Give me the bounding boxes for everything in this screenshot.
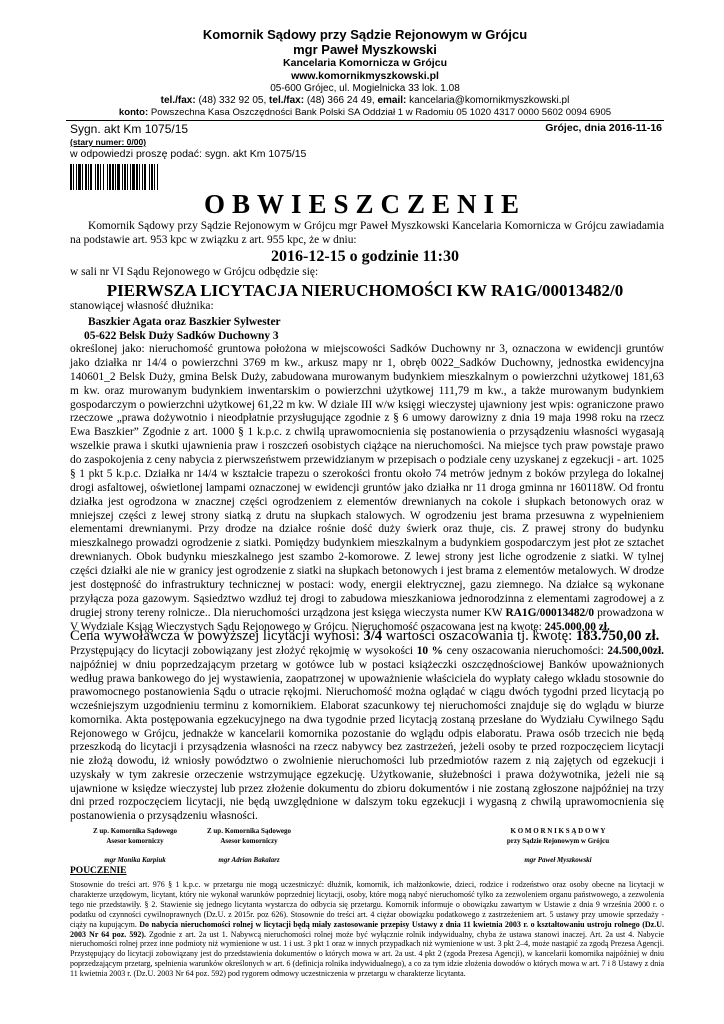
instruction-text [70, 880, 664, 979]
tel-label: tel./fax: [160, 95, 196, 106]
instruction-text-a: Stosownie do treści art. 976 § 1 k.p.c. w przetargu nie mogą uczestniczyć: dłużnik, komornik, ich małżonkowie, dzieci, rodzice i rodzeństwo oraz osoby obecne na licytacji w charakterze urzędowym, licytant, który nie wykonał warunków poprzedniej licytacji, osoby, które mogą nabyć nieruchomość tylko za zezwoleniem organu państwowego, a zezwolenia tego nie przedstawiły. § 2. Stawienie się jednego licytanta wystarcza do odbycia się przetargu. Komornik informuje o obowiązku zawartym w Ustawie z dnia 9 września 2000 r. o podatku od czynności cywilnoprawnych (Dz.U. z 2015r. poz 626). Stosownie do treści art. 4 ciężar obowiązku podatkowego z zastrzeżeniem art. 5 ustawy przy umowie sprzedaży - ciąży na kupującym. [70, 880, 664, 929]
signature-right-name: mgr Paweł Myszkowski [524, 856, 592, 864]
barcode-bar [139, 164, 140, 190]
account-value: Powszechna Kasa Oszczędności Bank Polski SA Oddział 1 w Radomiu 05 1020 4317 0000 5602 0094 6905 [150, 107, 612, 118]
owner-label: stanowiącej własność dłużnika: [70, 300, 214, 312]
intro-paragraph: Komornik Sądowy przy Sądzie Rejonowym w Grójcu mgr Paweł Myszkowski Kancelaria Komornicza w Grójcu zawiadamia na podstawie art. 953 kpc w związku z art. 955 kpc, że w dniu: [70, 220, 664, 246]
signature-right-role: przy Sądzie Rejonowym w Grójcu [506, 837, 610, 845]
price-text-a: Cena wywoławcza w powyższej licytacji wynosi: [70, 628, 360, 644]
barcode-bar [90, 164, 92, 190]
barcode-image [70, 164, 200, 190]
instruction-text-b: Zgodnie z art. 2a ust 1. Nabywcą nieruchomości rolnej może być wyłącznie rolnik indywidualny, chyba że ustawa stanowi inaczej. Art. 2a ust 4. Nabycie nieruchomości rolnej przez inne podmioty niż wymienione w ust. 1 i ust. 3 pkt 1 oraz w innych przypadkach niż wymienione w ust. 3 pkt 2–4, może nastąpić za zgodą Prezesa Agencji. Przystępujący do licytacji zobowiązany jest do przedstawienia dokumentów o których mowa w art. 2a ust. 4 pkt 2 (zgoda Prezesa Agencji), w kancelarii komornika najpóźniej w dniu poprzedzającym przetarg, spełnienia warunków określonych w art. 6 (definicja rolnika indywidualnego), a co za tym idzie złożenia dowodów o których mowa w art. 7 i 8 Ustawy z dnia 11 kwietnia 2003 r. (Dz.U. 2003 Nr 64 poz. 592) pod rygorem odmowy uczestniczenia w przetargu w charakterze licytanta. [70, 929, 664, 979]
barcode-bar [124, 164, 126, 190]
venue-line: w sali nr VI Sądu Rejonowego w Grójcu odbędzie się: [70, 266, 319, 278]
document-title: OBWIESZCZENIE [203, 189, 527, 219]
barcode-bar [82, 164, 83, 190]
debtor-names: Baszkier Agata oraz Baszkier Sylwester [88, 316, 281, 328]
cond-text-b: ceny oszacowania nieruchomości: [446, 645, 604, 657]
barcode-bar [154, 164, 155, 190]
barcode-bar [76, 164, 77, 190]
auction-title: PIERWSZA LICYTACJA NIERUCHOMOŚCI KW RA1G/00013482/0 [106, 281, 624, 300]
signature-left-role: Asesor komorniczy [106, 837, 164, 845]
barcode-bar [157, 164, 158, 190]
barcode-bar [151, 164, 153, 190]
barcode-bar [107, 164, 108, 190]
description-court: prowadzona w V Wydziale Ksiąg Wieczystych Sądu Rejonowego w Grójcu. Nieruchomość oszacowana jest na kwotę: [70, 606, 664, 633]
description-text: określonej jako: nieruchomość gruntowa położona w miejscowości Sadków Duchowny nr 3, oznaczona w ewidencji gruntów jako działka nr 14/4 o powierzchni 3769 m kw., arkusz mapy nr 1, obręb 0022_Sadków Duchowny, jednostka ewidencyjna 140601_2 Belsk Duży, gmina Belsk Duży, zabudowana murowanym budynkiem mieszkalnym o powierzchni użytkowej 181,63 m kw. oraz murowanym budynkiem inwentarskim o powierzchni użytkowej 111,79 m kw., a także murowanym budynkiem gospodarczym o powierzchni użytkowej 61,22 m kw. W dziale III w/w księgi wieczystej ujawniony jest wpis: ograniczone prawo rzeczowe „prawa dożywotnio i nieodpłatnie przysługujące zgodnie z § 6 umowy darowizny z dnia 19 maja 1998 roku na rzecz Ewa Baszkier” Zgodnie z art. 1000 § 1 k.p.c. z chwilą uprawomocnienia się postanowienia o przysądzeniu własności wygasają wszelkie prawa i skutki ujawnienia praw i roszczeń osobistych ciążące na nieruchomości. Na miejsce tych praw powstaje prawo do zaspokojenia z ceny nabycia z pierwszeństwem przewidzianym w przepisach o podziale ceny uzyskanej z egzekucji - art. 1025 § 1 pkt 5 k.p.c. Działka nr 14/4 w kształcie trapezu o szerokości frontu około 74 metrów jednym z boków przylega do lokalnej drogi asfaltowej, oświetlonej lampami oznaczonej w ewidencji gruntów jako działka nr 11 droga gminna nr 160118W. Od frontu działka jest ogrodzona w znacznej części ogrodzeniem z elementów drewnianych na cokole i słupkach betonowych oraz w mniejszej części z lewej strony siatką z drutu na słupkach stalowych. W ogrodzeniu jest brama przesuwna z wypełnieniem elementami drewnianymi. Przy drodze na działce rośnie dość duży świerk oraz thuje, cis. Z prawej strony do budynku mieszkalnego prowadzi ogrodzenie z siatki. Pomiędzy budynkiem mieszkalnym a budynkiem gospodarczym jest płot ze sztachet drewnianych. Obok budynku mieszkalnego jest szambo 2-komorowe. Z lewej strony jest liche ogrodzenie z siatki. W tylnej części działki ale nie w granicy jest ogrodzenie z siatki na słupkach betonowych i jest brama z elementów metalowych. W drodze jest dostępność do infrastruktury technicznej w postaci: wody, energii elektrycznej, gazu ziemnego. Na działce są wykonane przyłącza poza gazowym. Sąsiedztwo wzdłuż tej drogi to zabudowa mieszkaniowa jednorodzinna z elementami zagrodowej a z drugiej strony tereny rolnicze.. Dla nieruchomości urządzona jest księga wieczysta numer KW [70, 343, 664, 619]
barcode-bar [97, 164, 99, 190]
reply-note: w odpowiedzi proszę podać: sygn. akt Km 1075/15 [70, 148, 307, 160]
instruction-text-bold: Do nabycia nieruchomości rolnej w licytacji będą miały zastosowanie przepisy Ustawy z dnia 11 kwietnia 2003 r. o kształtowaniu ustroju rolnego (Dz.U. 2003 Nr 64 poz. 592). [70, 919, 665, 939]
contact-line [66, 95, 664, 107]
property-description [70, 343, 664, 634]
barcode-bar [88, 164, 89, 190]
barcode-bar [112, 164, 114, 190]
instruction-heading: POUCZENIE [70, 866, 127, 876]
barcode-bar [117, 164, 120, 190]
cond-text-a: Przystępujący do licytacji zobowiązany jest złożyć rękojmię w wysokości [70, 645, 414, 657]
signature-right [488, 826, 628, 846]
auction-conditions [70, 645, 664, 824]
signature-left [80, 826, 190, 846]
case-meta [70, 122, 664, 136]
barcode-bar [73, 164, 74, 190]
chancellery-name: Kancelaria Komornicza w Grójcu [283, 57, 447, 69]
email-label: email: [377, 95, 407, 106]
tel2-label: tel./fax: [269, 95, 305, 106]
bank-account-line [66, 107, 664, 119]
barcode-bar [127, 164, 128, 190]
barcode-bar [142, 164, 143, 190]
barcode-bar [132, 164, 135, 190]
barcode-bar [78, 164, 81, 190]
barcode-bar [85, 164, 87, 190]
case-number: Sygn. akt Km 1075/15 [70, 122, 189, 136]
signature-left-name: mgr Monika Karpiuk [104, 856, 166, 864]
office-address: 05-600 Grójec, ul. Mogielnicka 33 lok. 1.08 [270, 83, 460, 94]
barcode-bar [149, 164, 150, 190]
signature-middle-title: Z up. Komornika Sądowego [206, 827, 292, 835]
land-register-number: RA1G/00013482/0 [505, 606, 595, 619]
valuation-amount: 245.000,00 zł. [544, 620, 610, 633]
debtor-address: 05-622 Belsk Duży Sadków Duchowny 3 [84, 330, 279, 342]
price-amount: 183.750,00 zł. [575, 628, 660, 644]
price-text-b: wartości oszacowania tj. kwotę: [385, 628, 573, 644]
header-divider [66, 120, 664, 121]
deposit-amount: 24.500,00zł. [607, 645, 664, 657]
deposit-percent: 10 % [416, 645, 444, 657]
price-fraction: 3/4 [363, 628, 383, 644]
office-title: Komornik Sądowy przy Sądzie Rejonowym w Grójcu [202, 27, 528, 42]
starting-price [70, 628, 664, 645]
letterhead [66, 0, 664, 119]
debtor-block [84, 315, 281, 343]
barcode-bar [122, 164, 123, 190]
barcode-bar [144, 164, 146, 190]
barcode-bar [103, 164, 104, 190]
bailiff-name: mgr Paweł Myszkowski [293, 42, 437, 57]
auction-datetime: 2016-12-15 o godzinie 11:30 [271, 248, 459, 265]
cond-text-rest: najpóźniej w dniu poprzedzającym przetarg w gotówce lub w postaci książeczki oszczędnościowej Banków upoważnionych według prawa bankowego do jej wystawienia, zaopatrzonej w upoważnienie właściciela do wypłaty całego wkładu stosownie do prawomocnego postanowienia Sądu o utracie rękojmi. Nieruchomość można oglądać w ciągu dwóch tygodni przed licytacją po wcześniejszym uzgodnieniu terminu z komornikiem. Elaborat szacunkowy tej nieruchomości znajduje się do wglądu w biurze komornika. Akta postępowania egzekucyjnego na dwa tygodnie przed licytacją zostaną przesłane do Wydziału Cywilnego Sądu Rejonowego w Grójcu, jednakże w kancelarii komornika pozostanie do wglądu odpis elaboratu. Prawa osób trzecich nie będą przeszkodą do licytacji i przysądzenia własności na rzecz nabywcy bez zastrzeżeń, jeżeli osoby te przed rozpoczęciem licytacji nie złożą dowodu, iż wniosły powództwo o zwolnienie nieruchomości lub przedmiotów razem z nią zajętych od egzekucji i uzyskały w tym zakresie orzeczenie wstrzymujące egzekucję. Użytkowanie, służebności i prawa dożywotnika, jeżeli nie są ujawnione w księdze wieczystej lub przez złożenie dokumentu do zbioru dokumentów i nie zostaną zgłoszone najpóźniej na trzy dni przed rozpoczęciem licytacji, nie będą uwzględnione w dalszym toku egzekucji i wygasną z chwilą uprawomocnienia się postanowienia o przysądzeniu własności. [70, 658, 664, 823]
barcode-bar [95, 164, 96, 190]
barcode-bar [136, 164, 138, 190]
tel2-value: (48) 366 24 49, [306, 95, 375, 106]
barcode-bar [130, 164, 131, 190]
place-date: Grójec, dnia 2016-11-16 [545, 122, 662, 134]
website-link[interactable]: www.komornikmyszkowski.pl [291, 70, 439, 82]
old-number: (stary numer: 0/00) [70, 137, 147, 147]
email-value[interactable]: kancelaria@komornikmyszkowski.pl [409, 95, 570, 106]
barcode-bar [70, 164, 72, 190]
signature-right-title: K O M O R N I K S Ą D O W Y [510, 827, 606, 835]
tel-value: (48) 332 92 05, [198, 95, 267, 106]
signature-middle [194, 826, 304, 846]
signature-left-title: Z up. Komornika Sądowego [92, 827, 178, 835]
signature-middle-name: mgr Adrian Bakalarz [218, 856, 280, 864]
barcode-bar [109, 164, 111, 190]
signature-middle-role: Asesor komorniczy [220, 837, 278, 845]
barcode-bar [100, 164, 101, 190]
account-label: konto: [118, 107, 149, 118]
barcode-bar [115, 164, 116, 190]
